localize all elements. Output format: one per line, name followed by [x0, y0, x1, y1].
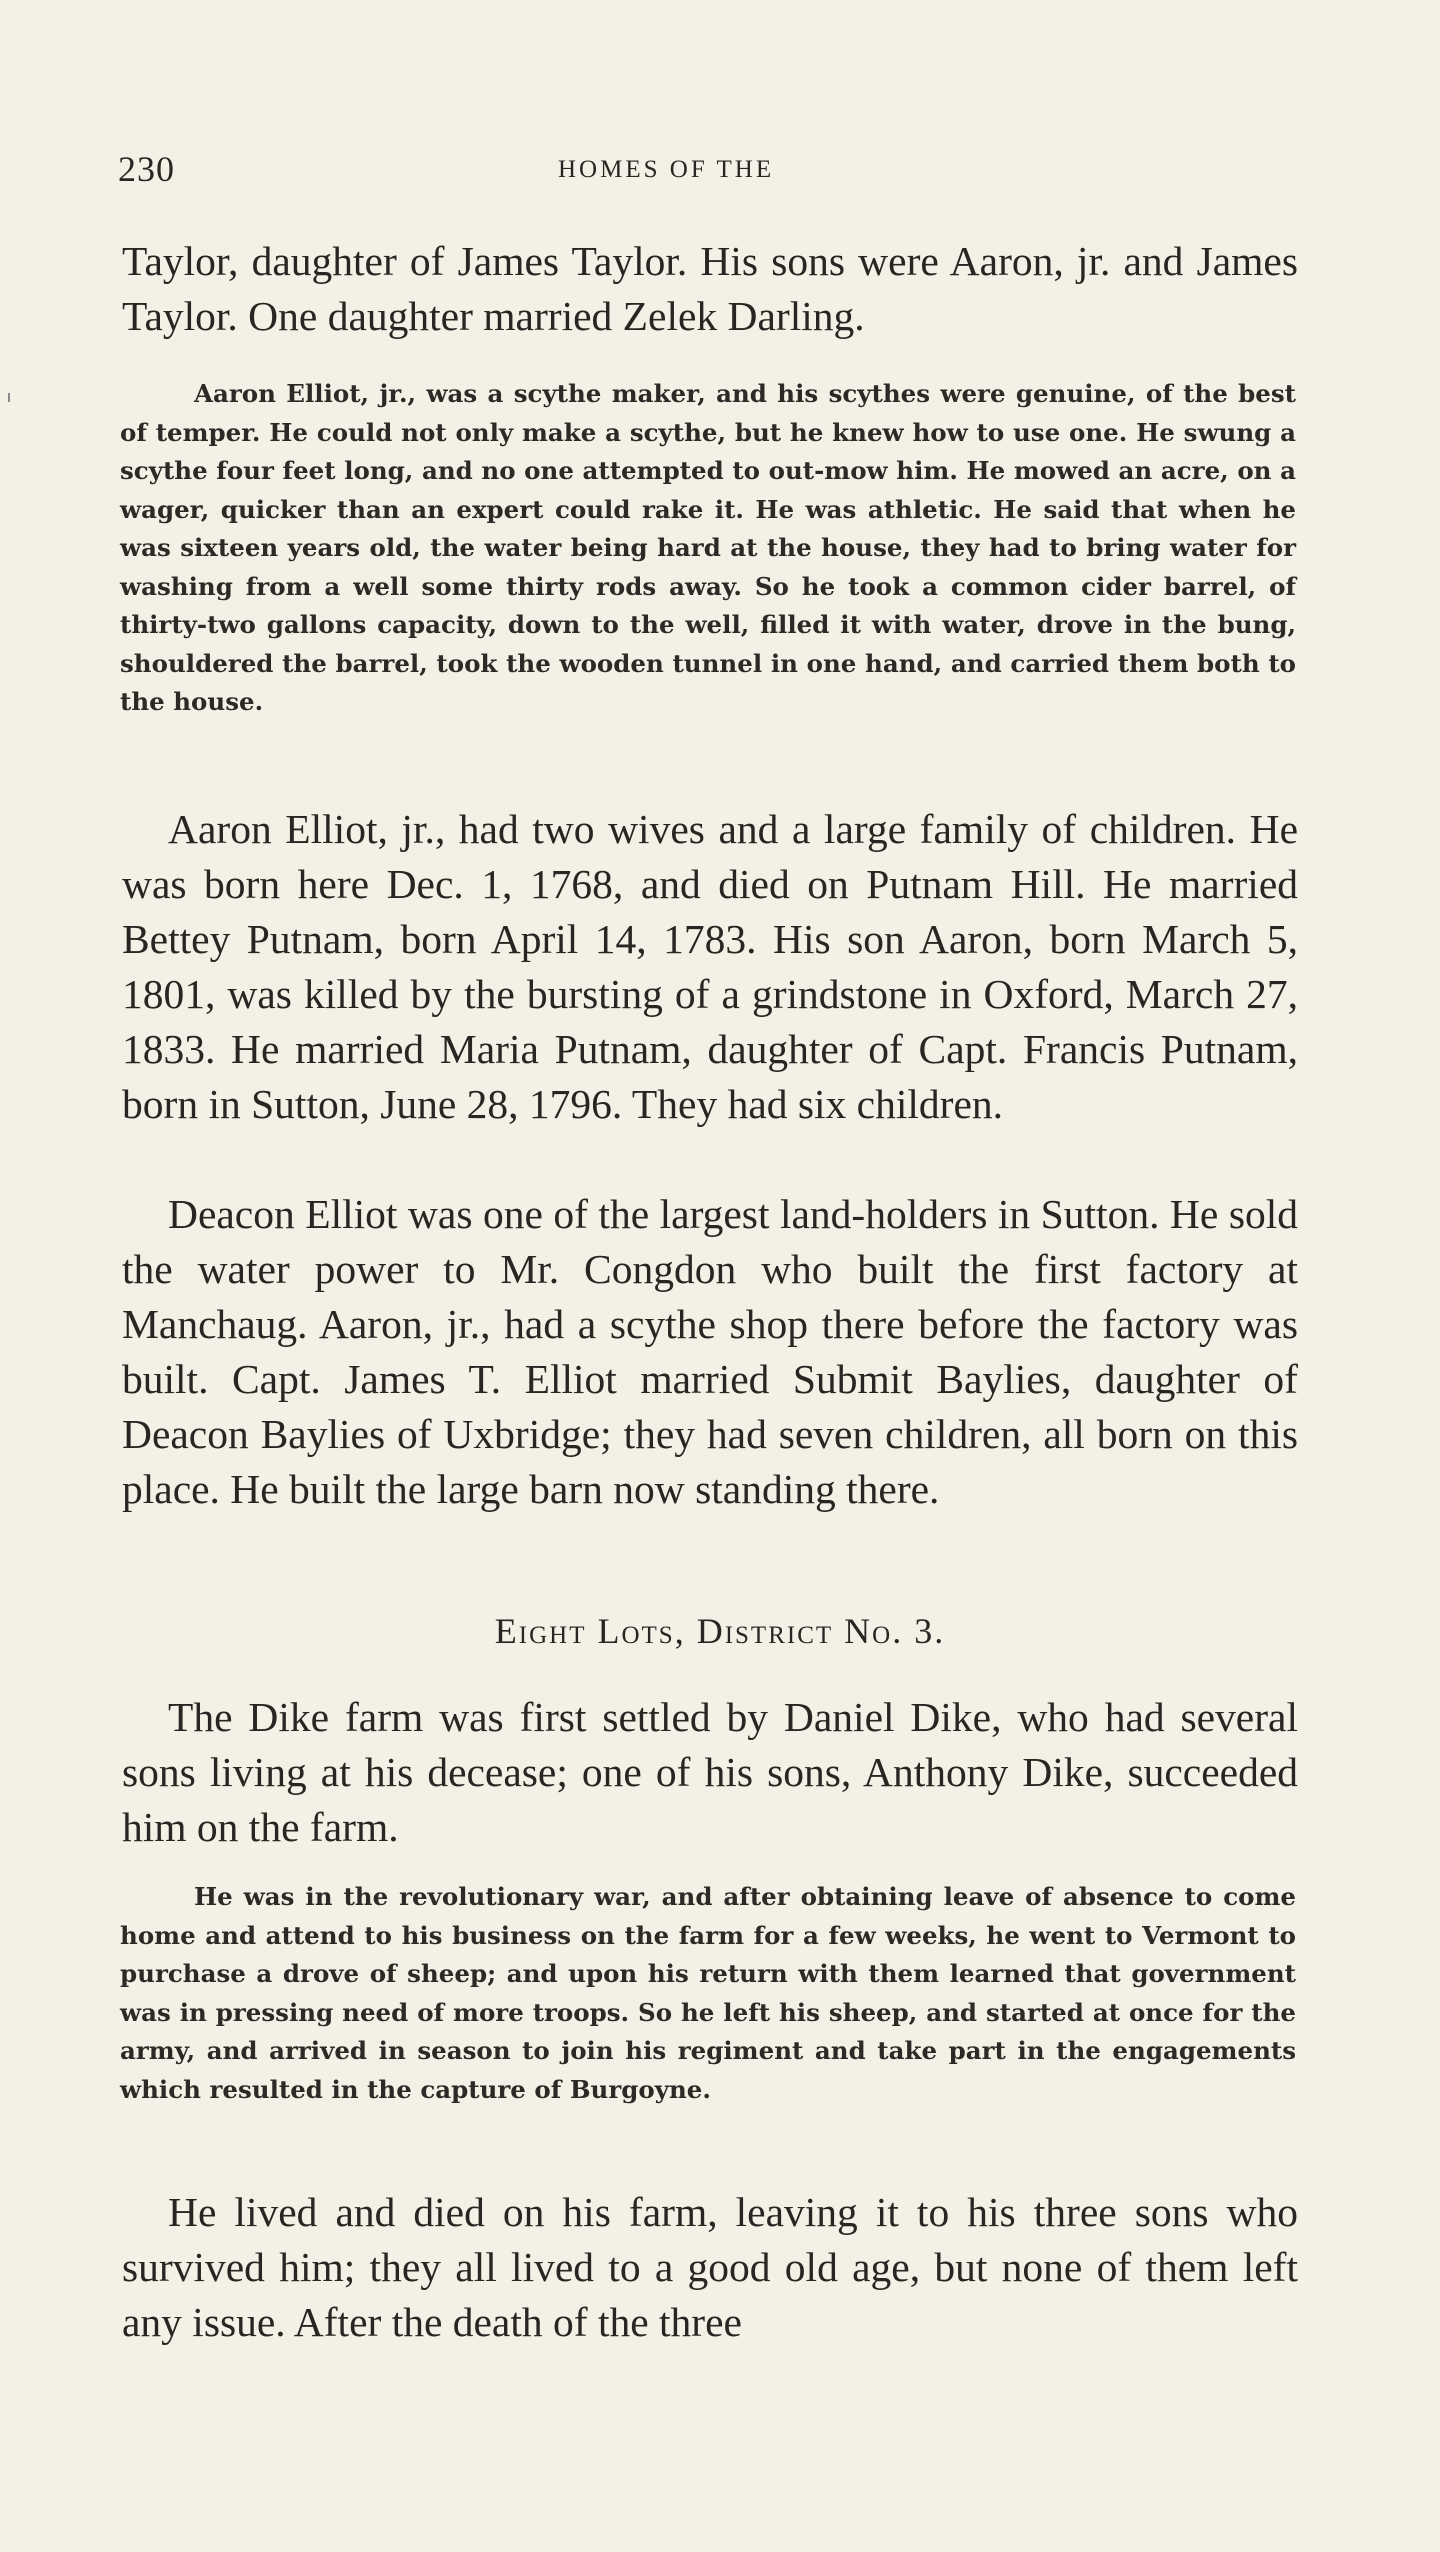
section-heading: Eight Lots, District No. 3.	[494, 1611, 946, 1651]
running-head: HOMES OF THE	[558, 156, 775, 183]
body-paragraph-5: He lived and died on his farm, leaving it to his three sons who survived him; they all lived to a good old age, but none of them left any issue. After the death of the three	[122, 2189, 1298, 2345]
body-paragraph-4: The Dike farm was first settled by Daniel Dike, who had several sons living at his decease; one of his sons, Anthony Dike, succeeded him on the farm.	[122, 1694, 1298, 1850]
note-paragraph-1: Aaron Elliot, jr., was a scythe maker, and his scythes were genuine, of the best of temper. He could not only make a scythe, but he knew how to use one. He swung a scythe four feet long, and no one attempted to out-mow him. He mowed an acre, on a wager, quicker than an expert could rake it. He was athletic. He said that when he was sixteen years old, the water being hard at the house, they had to bring water for washing from a well some thirty rods away. So he took a common cider barrel, of thirty-two gallons capacity, down to the well, filled it with water, drove in the bung, shouldered the barrel, took the wooden tunnel in one hand, and carried them both to the house.	[120, 379, 1296, 716]
page-header	[118, 148, 1298, 192]
body-paragraph-1: Taylor, daughter of James Taylor. His sons were Aaron, jr. and James Taylor. One daughter married Zelek Darling.	[122, 238, 1298, 339]
body-paragraph-2: Aaron Elliot, jr., had two wives and a large family of children. He was born here Dec. 1, 1768, and died on Putnam Hill. He married Bettey Putnam, born April 14, 1783. His son Aaron, born March 5, 1801, was killed by the bursting of a grindstone in Oxford, March 27, 1833. He married Maria Putnam, daughter of Capt. Francis Putnam, born in Sutton, June 28, 1796. They had six children.	[122, 806, 1298, 1127]
page-number: 230	[118, 149, 175, 189]
body-paragraph-3: Deacon Elliot was one of the largest land-holders in Sutton. He sold the water power to Mr. Congdon who built the first factory at Manchaug. Aaron, jr., had a scythe shop there before the factory was built. Capt. James T. Elliot married Submit Baylies, daughter of Deacon Baylies of Uxbridge; they had seven children, all born on this place. He built the large barn now standing there.	[122, 1191, 1298, 1512]
note-paragraph-2: He was in the revolutionary war, and after obtaining leave of absence to come home and attend to his business on the farm for a few weeks, he went to Vermont to purchase a drove of sheep; and upon his return with them learned that government was in pressing need of more troops. So he left his sheep, and started at once for the army, and arrived in season to join his regiment and take part in the engagements which resulted in the capture of Burgoyne.	[120, 1882, 1296, 2104]
margin-mark	[8, 393, 10, 402]
